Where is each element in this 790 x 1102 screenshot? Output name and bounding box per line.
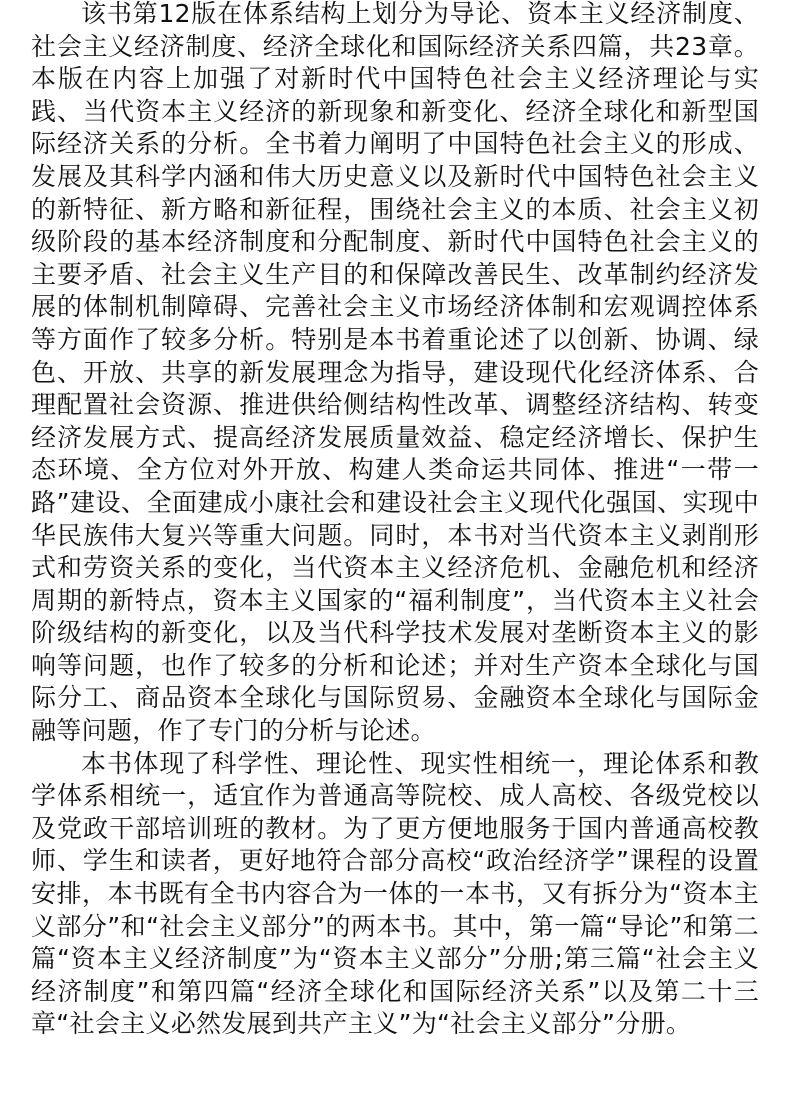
- paragraph-edition-overview: 该书第12版在体系结构上划分为导论、资本主义经济制度、社会主义经济制度、经济全球化和国际经济关系四篇，共23章。本版在内容上加强了对新时代中国特色社会主义经济理论与实践、当代资本主义经济的新现象和新变化、经济全球化和新型国际经济关系的分析。全书着力阐明了中国特色社会主义的形成、发展及其科学内涵和伟大历史意义以及新时代中国特色社会主义的新特征、新方略和新征程，围绕社会主义的本质、社会主义初级阶段的基本经济制度和分配制度、新时代中国特色社会主义的主要矛盾、社会主义生产目的和保障改善民生、改革制约经济发展的体制机制障碍、完善社会主义市场经济体制和宏观调控体系等方面作了较多分析。特别是本书着重论述了以创新、协调、绿色、开放、共享的新发展理念为指导，建设现代化经济体系、合理配置社会资源、推进供给侧结构性改革、调整经济结构、转变经济发展方式、提高经济发展质量效益、稳定经济增长、保护生态环境、全方位对外开放、构建人类命运共同体、推进“一带一路”建设、全面建成小康社会和建设社会主义现代化强国、实现中华民族伟大复兴等重大问题。同时，本书对当代资本主义剥削形式和劳资关系的变化，当代资本主义经济危机、金融危机和经济周期的新特点，资本主义国家的“福利制度”，当代资本主义社会阶级结构的新变化，以及当代科学技术发展对垄断资本主义的影响等问题，也作了较多的分析和论述；并对生产资本全球化与国际分工、商品资本全球化与国际贸易、金融资本全球化与国际金融等问题，作了专门的分析与论述。: [31, 0, 759, 746]
- paragraph-book-usage: 本书体现了科学性、理论性、现实性相统一，理论体系和教学体系相统一，适宜作为普通高等院校、成人高校、各级党校以及党政干部培训班的教材。为了更方便地服务于国内普通高校教师、学生和读者，更好地符合部分高校“政治经济学”课程的设置安排，本书既有全书内容合为一体的一本书，又有拆分为“资本主义部分”和“社会主义部分”的两本书。其中，第一篇“导论”和第二篇“资本主义经济制度”为“资本主义部分”分册;第三篇“社会主义经济制度”和第四篇“经济全球化和国际经济关系”以及第二十三章“社会主义必然发展到共产主义”为“社会主义部分”分册。: [31, 748, 759, 1039]
